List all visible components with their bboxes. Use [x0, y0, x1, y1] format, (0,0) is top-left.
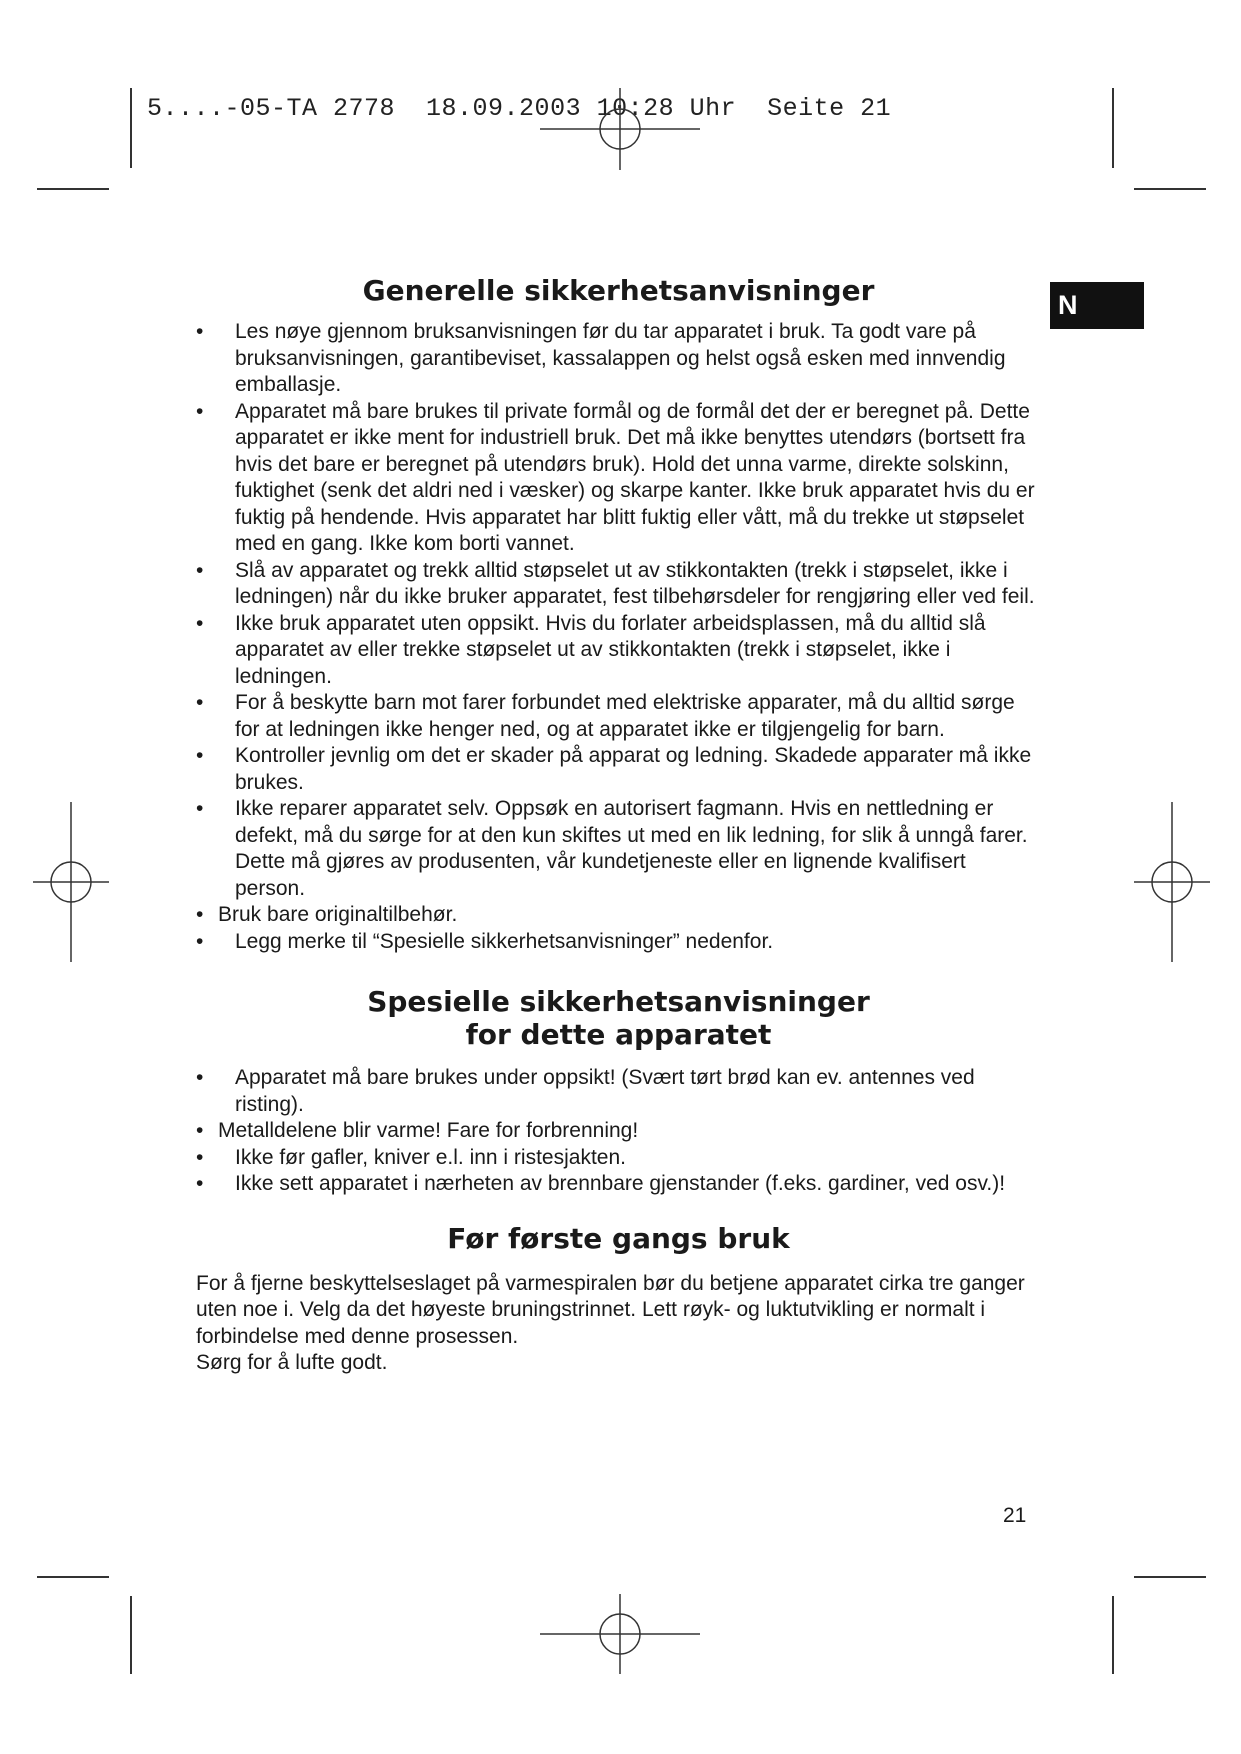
crop-mark-bottom-right-vertical — [1112, 1596, 1114, 1674]
list-item: • Ikke før gafler, kniver e.l. inn i ristesjakten. — [196, 1145, 1041, 1172]
crop-mark-top-right-horizontal — [1134, 188, 1206, 190]
general-safety-list — [196, 319, 1041, 955]
registration-mark-bottom-icon — [540, 1594, 700, 1674]
special-safety-list — [196, 1065, 1041, 1198]
list-item: • Les nøye gjennom bruksanvisningen før du tar apparatet i bruk. Ta godt vare på bruksanvisningen, garantibeviset, kassalappen og helst også esken med innvendig emballasje. — [196, 319, 1041, 399]
crop-mark-top-left-horizontal — [37, 188, 109, 190]
list-item: • Ikke reparer apparatet selv. Oppsøk en autorisert fagmann. Hvis en nettledning er defekt, må du sørge for at den kun skiftes ut med en lik ledning, for slik å unngå farer. Dette må gjøres av produsenten, vår kundetjeneste eller en lignende kvalifisert person. — [196, 796, 1041, 902]
list-item: • Ikke bruk apparatet uten oppsikt. Hvis du forlater arbeidsplassen, må du alltid slå apparatet av eller trekke støpselet ut av stikkontakten (trekk i støpselet, ikke i ledningen. — [196, 611, 1041, 691]
list-item: • Metalldelene blir varme! Fare for forbrenning! — [196, 1118, 1041, 1145]
first-use-heading: Før første gangs bruk — [447, 1221, 790, 1255]
list-item: • Kontroller jevnlig om det er skader på apparat og ledning. Skadede apparater må ikke brukes. — [196, 743, 1041, 796]
list-item: • Slå av apparatet og trekk alltid støpselet ut av stikkontakten (trekk i støpselet, ikke i ledningen) når du ikke bruker apparatet, fest tilbehørsdeler for rengjøring eller ved feil. — [196, 558, 1041, 611]
page-number: 21 — [1003, 1504, 1027, 1527]
crop-mark-top-right-vertical — [1112, 88, 1114, 168]
registration-mark-top-icon — [540, 88, 700, 170]
crop-mark-top-left-vertical — [130, 88, 132, 168]
list-item: • Ikke sett apparatet i nærheten av brennbare gjenstander (f.eks. gardiner, ved osv.)! — [196, 1171, 1041, 1198]
general-safety-heading: Generelle sikkerhetsanvisninger — [362, 274, 875, 307]
first-use-paragraph: For å fjerne beskyttelseslaget på varmespiralen bør du betjene apparatet cirka tre ganger uten noe i. Velg da det høyeste bruningstrinnet. Lett røyk- og luktutvikling er normalt i forbindelse med denne prosessen. — [196, 1271, 1025, 1348]
first-use-note: Sørg for å lufte godt. — [196, 1351, 388, 1374]
list-item: • Apparatet må bare brukes under oppsikt! (Svært tørt brød kan ev. antennes ved risting). — [196, 1065, 1041, 1118]
special-safety-heading — [196, 985, 1041, 1051]
registration-mark-right-icon — [1134, 802, 1210, 962]
crop-mark-bottom-left-vertical — [130, 1596, 132, 1674]
list-item: • Legg merke til “Spesielle sikkerhetsanvisninger” nedenfor. — [196, 929, 1041, 956]
special-safety-heading-line2: for dette apparatet — [465, 1018, 772, 1051]
crop-mark-bottom-right-horizontal — [1134, 1576, 1206, 1578]
list-item: • For å beskytte barn mot farer forbundet med elektriske apparater, må du alltid sørge for at ledningen ikke henger ned, og at apparatet ikke er tilgjengelig for barn. — [196, 690, 1041, 743]
list-item: • Bruk bare originaltilbehør. — [196, 902, 1041, 929]
document-body — [196, 274, 1041, 1377]
print-header: 5....-05-TA 2778 18.09.2003 10:28 Uhr Seite 21 — [147, 94, 892, 123]
list-item: • Apparatet må bare brukes til private formål og de formål det der er beregnet på. Dette apparatet er ikke ment for industriell bruk. Det må ikke benyttes utendørs (bortsett fra hvis det bare er beregnet på utendørs bruk). Hold det unna varme, direkte solskinn, fuktighet (senk det aldri ned i væsker) og skarpe kanter. Ikke bruk apparatet hvis du er fuktig på hendende. Hvis apparatet har blitt fuktig eller vått, må du trekke ut støpselet med en gang. Ikke kom borti vannet. — [196, 399, 1041, 558]
language-tab: N — [1050, 282, 1144, 329]
special-safety-heading-line1: Spesielle sikkerhetsanvisninger — [367, 985, 870, 1018]
registration-mark-left-icon — [33, 802, 109, 962]
crop-mark-bottom-left-horizontal — [37, 1576, 109, 1578]
